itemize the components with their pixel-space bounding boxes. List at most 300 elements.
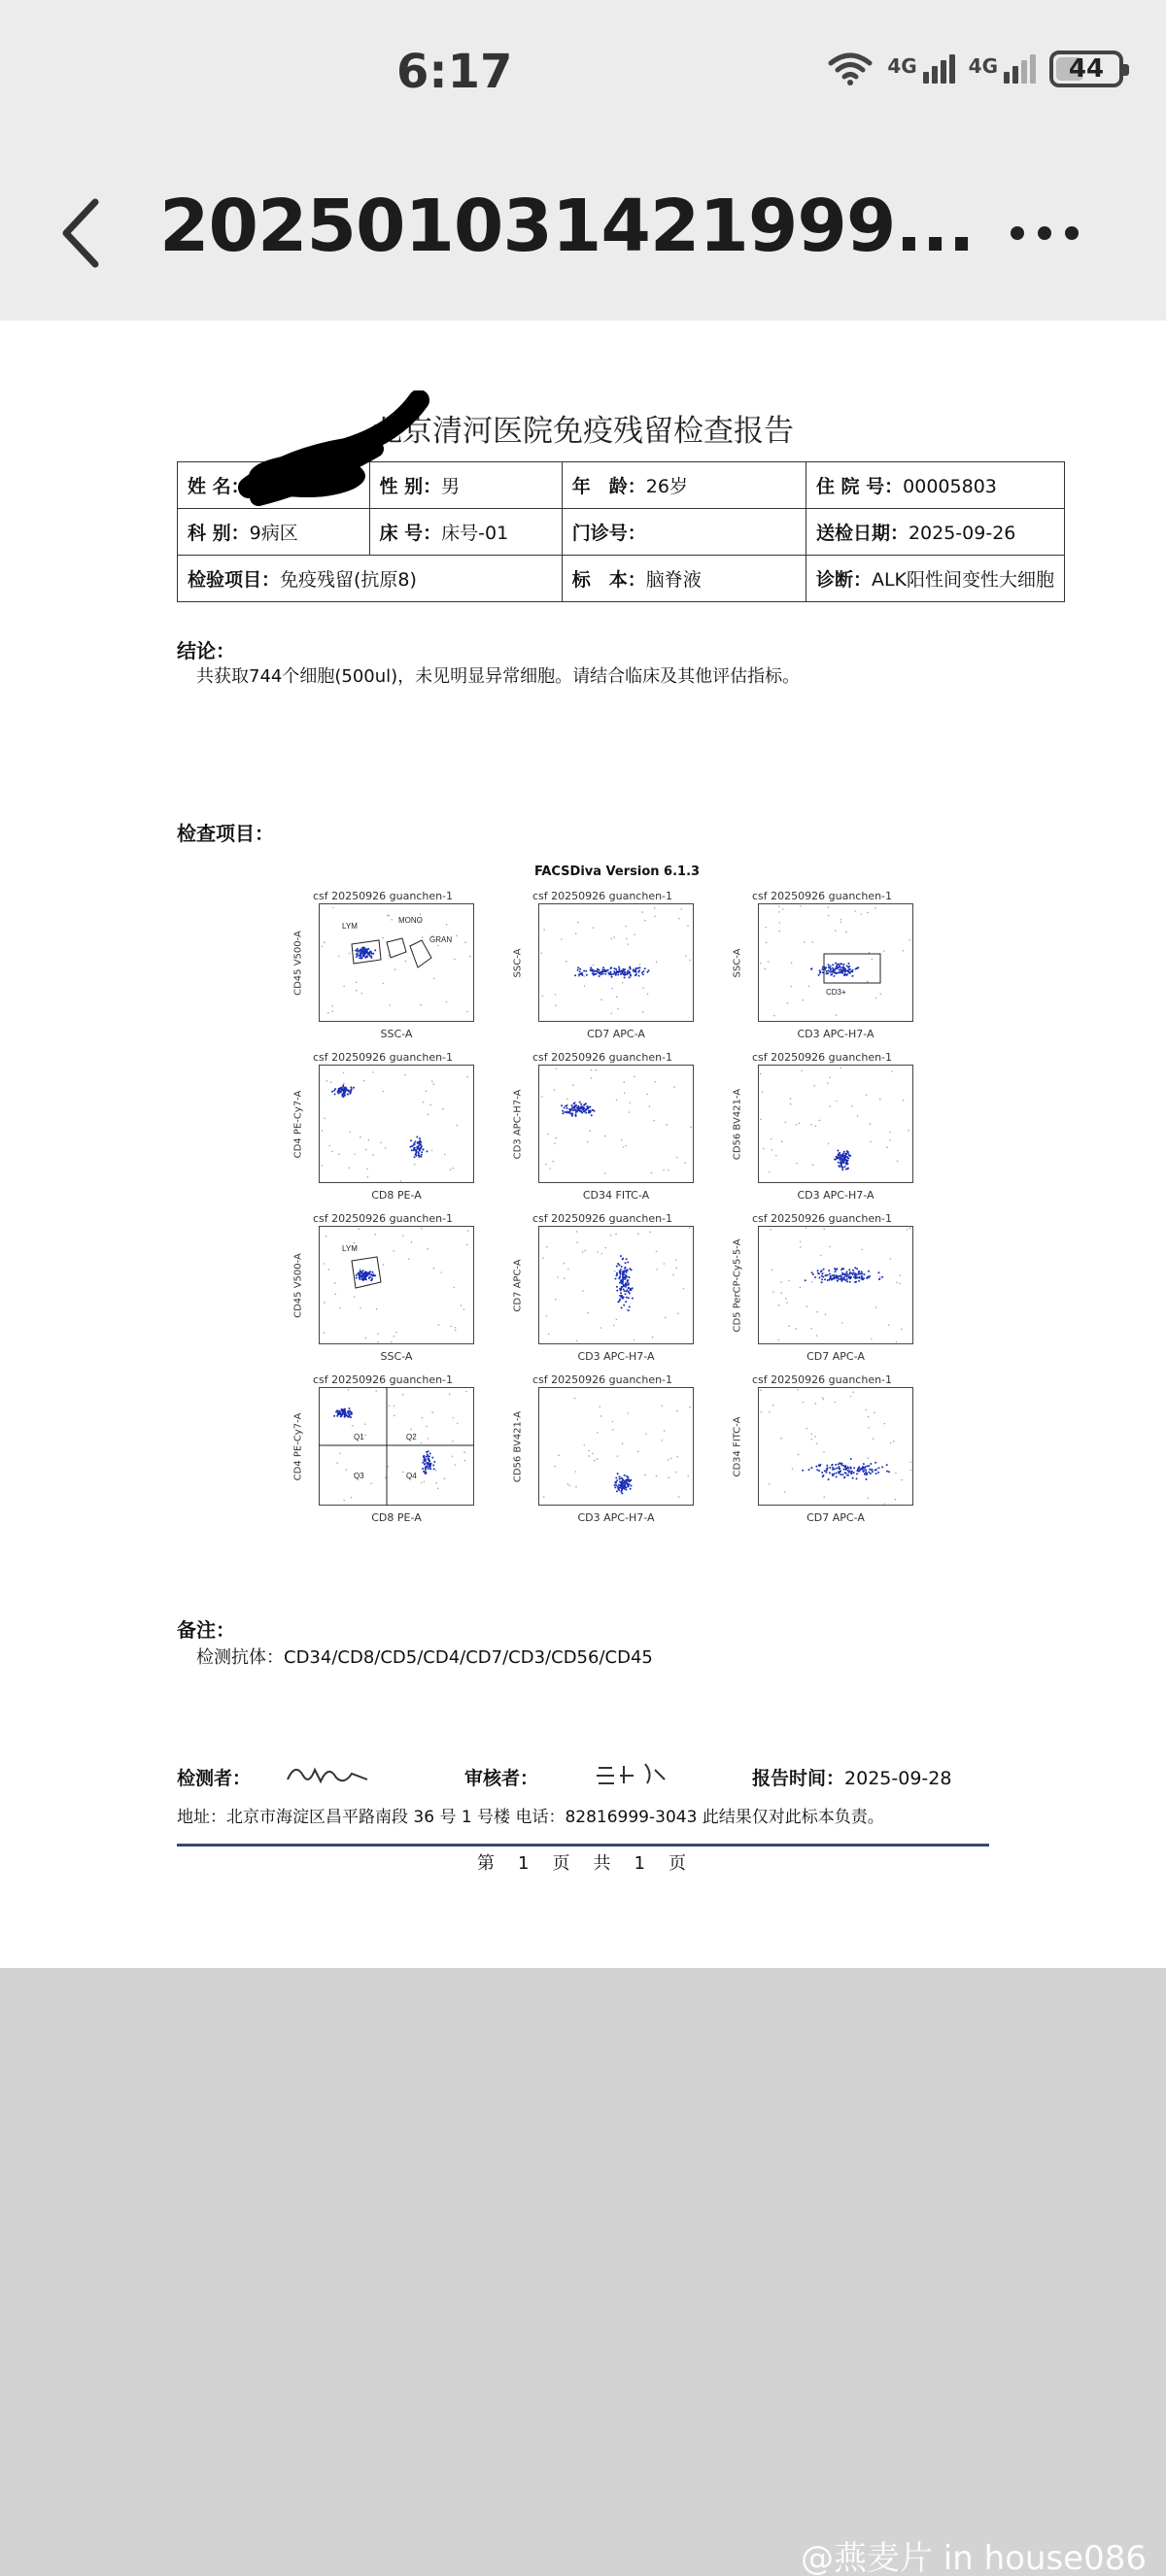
event-dot	[675, 1259, 677, 1261]
event-dot	[366, 1271, 368, 1273]
event-dot	[840, 919, 842, 921]
event-dot	[428, 1114, 429, 1116]
event-dot	[343, 1090, 345, 1092]
event-dot	[846, 1271, 848, 1272]
event-dot	[848, 1275, 850, 1277]
scatter-points	[758, 1065, 913, 1183]
reviewer-signature	[595, 1756, 672, 1789]
redaction-scribble	[229, 390, 433, 517]
event-dot	[420, 1139, 422, 1141]
event-dot	[864, 1273, 866, 1275]
event-dot	[419, 1137, 421, 1139]
event-dot	[597, 1432, 599, 1434]
event-dot	[611, 973, 613, 975]
event-dot	[584, 985, 586, 987]
event-dot	[847, 1273, 849, 1275]
event-dot	[822, 1397, 824, 1399]
table-cell: 诊断：ALK阳性间变性大细胞	[806, 556, 1064, 602]
event-dot	[842, 1268, 844, 1270]
event-dot	[806, 1428, 808, 1430]
event-dot	[623, 1288, 625, 1290]
event-dot	[840, 1163, 841, 1165]
event-dot	[848, 963, 850, 965]
event-dot	[910, 1461, 912, 1463]
event-dot	[903, 950, 905, 952]
event-dot	[421, 1154, 423, 1156]
event-dot	[861, 1272, 863, 1274]
event-dot	[815, 1125, 817, 1127]
event-dot	[886, 1146, 888, 1148]
event-dot	[362, 1270, 364, 1271]
event-dot	[633, 968, 634, 970]
event-dot	[338, 1088, 340, 1090]
chevron-left-icon[interactable]	[52, 185, 111, 282]
event-dot	[856, 1268, 858, 1270]
table-cell: 年 龄：26岁	[562, 462, 806, 509]
event-dot	[624, 1474, 626, 1476]
event-dot	[579, 1102, 581, 1103]
event-dot	[631, 1485, 633, 1487]
event-dot	[425, 1468, 427, 1470]
event-dot	[328, 1269, 330, 1271]
event-dot	[625, 1479, 627, 1481]
event-dot	[621, 1483, 623, 1485]
event-dot	[418, 1145, 420, 1147]
event-dot	[841, 1167, 843, 1169]
event-dot	[831, 1279, 833, 1281]
plot-x-label: CD3 APC-H7-A	[797, 1028, 874, 1040]
event-dot	[585, 1250, 587, 1252]
event-dot	[835, 1402, 837, 1404]
event-dot	[360, 1136, 361, 1138]
event-dot	[593, 927, 595, 929]
event-dot	[842, 1156, 844, 1158]
event-dot	[349, 1093, 351, 1095]
event-dot	[566, 961, 567, 963]
event-dot	[909, 1228, 911, 1230]
plot-y-label: CD45 V500-A	[292, 1253, 304, 1318]
event-dot	[642, 973, 644, 975]
event-dot	[822, 1276, 824, 1278]
event-dot	[817, 1270, 819, 1271]
event-dot	[641, 972, 643, 974]
event-dot	[426, 1090, 428, 1092]
event-dot	[857, 1468, 859, 1470]
event-dot	[349, 1168, 351, 1169]
event-dot	[830, 1275, 832, 1277]
table-cell: 姓 名：	[178, 462, 370, 509]
event-dot	[843, 973, 845, 975]
event-dot	[411, 1241, 413, 1243]
facs-plot	[501, 1373, 715, 1537]
event-dot	[624, 1480, 626, 1482]
event-dot	[765, 968, 767, 970]
event-dot	[453, 1417, 455, 1419]
gate-label: Q1	[354, 1433, 364, 1441]
event-dot	[547, 1134, 549, 1135]
scatter-points	[319, 1226, 474, 1344]
event-dot	[837, 1280, 839, 1282]
plot-x-label: CD8 PE-A	[371, 1189, 422, 1202]
event-dot	[628, 1309, 630, 1311]
event-dot	[681, 908, 683, 910]
event-dot	[836, 1468, 838, 1470]
event-dot	[365, 1338, 367, 1339]
event-dot	[642, 987, 644, 989]
event-dot	[620, 1255, 622, 1257]
event-dot	[808, 986, 810, 988]
event-dot	[621, 1489, 623, 1491]
event-dot	[616, 1490, 618, 1492]
event-dot	[841, 1279, 843, 1281]
event-dot	[836, 966, 838, 967]
event-dot	[856, 1473, 858, 1474]
event-dot	[588, 1450, 590, 1452]
event-dot	[828, 964, 830, 966]
event-dot	[873, 1439, 874, 1441]
event-dot	[457, 1423, 459, 1425]
event-dot	[361, 957, 363, 959]
event-dot	[689, 1227, 691, 1229]
event-dot	[630, 973, 632, 975]
event-dot	[637, 1451, 639, 1453]
event-dot	[845, 1279, 847, 1281]
event-dot	[766, 942, 768, 944]
event-dot	[409, 1146, 411, 1148]
gate-label: Q3	[354, 1472, 364, 1480]
event-dot	[356, 956, 358, 958]
event-dot	[546, 1246, 548, 1248]
event-dot	[838, 1467, 840, 1469]
event-dot	[405, 961, 407, 963]
event-dot	[466, 1076, 468, 1078]
event-dot	[383, 1091, 385, 1093]
event-dot	[896, 1281, 898, 1283]
event-dot	[337, 1093, 339, 1095]
event-dot	[840, 963, 841, 965]
event-dot	[416, 1146, 418, 1148]
event-dot	[429, 1463, 431, 1465]
facs-plot	[501, 1051, 715, 1214]
event-dot	[589, 1455, 591, 1457]
event-dot	[618, 966, 620, 968]
event-dot	[656, 961, 658, 963]
event-dot	[788, 1325, 790, 1327]
event-dot	[626, 926, 628, 928]
plot-y-label: CD56 BV421-A	[512, 1410, 524, 1483]
event-dot	[354, 1153, 356, 1155]
facs-plot	[282, 1051, 496, 1214]
event-dot	[619, 1475, 621, 1477]
event-dot	[761, 1411, 763, 1413]
event-dot	[620, 1491, 622, 1493]
event-dot	[589, 1110, 591, 1112]
event-dot	[856, 1470, 858, 1472]
event-dot	[864, 1473, 866, 1474]
event-dot	[373, 1273, 375, 1275]
tester-label: 检测者：	[177, 1768, 252, 1789]
event-dot	[332, 1005, 334, 1007]
event-dot	[666, 1124, 668, 1126]
event-dot	[642, 970, 644, 972]
event-dot	[654, 907, 656, 909]
event-dot	[866, 1409, 868, 1411]
event-dot	[613, 936, 615, 938]
event-dot	[616, 1274, 618, 1276]
event-dot	[625, 1293, 627, 1295]
event-dot	[621, 1477, 623, 1479]
event-dot	[830, 1076, 832, 1078]
event-dot	[605, 1247, 607, 1249]
event-dot	[339, 1410, 341, 1412]
event-dot	[830, 967, 832, 969]
event-dot	[796, 1124, 798, 1126]
event-dot	[805, 1279, 806, 1281]
event-dot	[342, 1084, 344, 1086]
event-dot	[418, 1151, 420, 1153]
event-dot	[625, 1301, 627, 1303]
event-dot	[837, 1150, 839, 1152]
event-dot	[454, 959, 456, 961]
event-dot	[566, 1107, 568, 1109]
event-dot	[604, 970, 606, 972]
event-dot	[790, 986, 792, 988]
event-dot	[561, 1104, 563, 1106]
plot-x-label: CD3 APC-H7-A	[577, 1511, 655, 1524]
event-dot	[387, 915, 389, 917]
plot-title: csf 20250926 guanchen-1	[313, 1051, 454, 1064]
event-dot	[456, 1125, 458, 1127]
event-dot	[420, 1141, 422, 1143]
event-dot	[426, 1451, 428, 1453]
event-dot	[875, 1306, 877, 1308]
event-dot	[429, 1468, 431, 1470]
event-dot	[872, 1471, 874, 1473]
plot-y-label: CD4 PE-Cy7-A	[292, 1090, 304, 1159]
event-dot	[760, 1390, 762, 1392]
event-dot	[642, 1011, 644, 1013]
event-dot	[326, 1080, 328, 1082]
event-dot	[612, 1421, 614, 1423]
event-dot	[348, 1089, 350, 1091]
event-dot	[760, 1119, 762, 1121]
status-bar	[0, 0, 1166, 155]
event-dot	[624, 974, 626, 976]
event-dot	[625, 1286, 627, 1288]
event-dot	[644, 967, 646, 969]
event-dot	[347, 1412, 349, 1414]
event-dot	[627, 971, 629, 973]
event-dot	[610, 1235, 612, 1237]
event-dot	[614, 1486, 616, 1488]
event-dot	[620, 1273, 622, 1275]
event-dot	[840, 1278, 841, 1280]
event-dot	[417, 1142, 419, 1144]
event-dot	[546, 1315, 548, 1317]
event-dot	[350, 1416, 352, 1418]
event-dot	[821, 1281, 823, 1283]
event-dot	[899, 1274, 901, 1276]
event-dot	[784, 1491, 786, 1493]
event-dot	[829, 1472, 831, 1474]
event-dot	[543, 1496, 545, 1498]
event-dot	[826, 1470, 828, 1472]
event-dot	[579, 973, 581, 975]
event-dot	[899, 1283, 901, 1285]
event-dot	[336, 1415, 338, 1417]
more-horizontal-icon[interactable]	[1011, 214, 1098, 253]
event-dot	[620, 973, 622, 975]
event-dot	[875, 1473, 877, 1474]
event-dot	[634, 1076, 635, 1078]
event-dot	[591, 968, 593, 970]
plot-y-label: SSC-A	[512, 948, 524, 978]
event-dot	[875, 998, 877, 1000]
event-dot	[331, 1091, 333, 1093]
event-dot	[829, 1105, 831, 1107]
event-dot	[661, 1440, 663, 1441]
event-dot	[394, 1415, 395, 1417]
event-dot	[855, 1281, 857, 1283]
event-dot	[629, 1480, 631, 1482]
document-title: 202501031421999...	[159, 185, 975, 268]
event-dot	[846, 1162, 848, 1164]
event-dot	[359, 1273, 360, 1275]
event-dot	[343, 986, 345, 988]
event-dot	[575, 932, 577, 934]
event-dot	[866, 1478, 868, 1480]
event-dot	[843, 1151, 845, 1153]
event-dot	[385, 1477, 387, 1479]
event-dot	[853, 1276, 855, 1278]
event-dot	[621, 1266, 623, 1268]
event-dot	[629, 1305, 631, 1307]
event-dot	[444, 1478, 446, 1480]
event-dot	[781, 1140, 783, 1142]
event-dot	[622, 1258, 624, 1260]
event-dot	[356, 1277, 358, 1279]
event-dot	[626, 973, 628, 975]
event-dot	[619, 1487, 621, 1489]
event-dot	[334, 1094, 336, 1096]
event-dot	[769, 1171, 771, 1173]
event-dot	[585, 1102, 587, 1104]
event-dot	[625, 1267, 627, 1269]
event-dot	[796, 1163, 798, 1165]
event-dot	[600, 1415, 602, 1417]
signal-icon	[887, 54, 954, 84]
event-dot	[421, 1151, 423, 1153]
event-dot	[333, 1415, 335, 1417]
event-dot	[778, 1305, 780, 1306]
event-dot	[368, 953, 370, 955]
event-dot	[584, 1444, 586, 1446]
event-dot	[356, 990, 358, 992]
event-dot	[571, 1108, 573, 1110]
event-dot	[769, 1483, 771, 1485]
event-dot	[455, 1330, 457, 1332]
event-dot	[635, 967, 637, 969]
plot-title: csf 20250926 guanchen-1	[313, 890, 454, 902]
event-dot	[431, 1150, 433, 1152]
event-dot	[879, 1276, 881, 1278]
event-dot	[907, 1229, 909, 1231]
event-dot	[338, 956, 340, 958]
event-dot	[821, 1472, 823, 1474]
event-dot	[372, 1154, 374, 1156]
event-dot	[348, 1414, 350, 1416]
event-dot	[634, 933, 635, 935]
facs-plot	[282, 1212, 496, 1375]
event-dot	[589, 1106, 591, 1108]
event-dot	[830, 966, 832, 967]
event-dot	[435, 1470, 437, 1472]
event-dot	[676, 1410, 678, 1412]
event-dot	[344, 1412, 346, 1414]
event-dot	[621, 1306, 623, 1308]
event-dot	[834, 1274, 836, 1276]
event-dot	[865, 1469, 867, 1471]
event-dot	[778, 911, 780, 913]
event-dot	[614, 1271, 616, 1272]
event-dot	[878, 1278, 880, 1280]
event-dot	[838, 1154, 840, 1156]
event-dot	[365, 949, 367, 951]
event-dot	[781, 1292, 783, 1294]
event-dot	[677, 1312, 679, 1314]
event-dot	[365, 1149, 367, 1151]
table-cell: 性 别：男	[369, 462, 562, 509]
event-dot	[895, 1473, 897, 1474]
event-dot	[454, 1287, 456, 1289]
plot-x-label: CD3 APC-H7-A	[797, 1189, 874, 1202]
table-cell: 床 号：床号-01	[369, 509, 562, 556]
event-dot	[377, 1333, 379, 1335]
event-dot	[836, 1269, 838, 1271]
plot-y-label: CD45 V500-A	[292, 931, 304, 996]
event-dot	[803, 1402, 805, 1404]
event-dot	[628, 1297, 630, 1299]
event-dot	[651, 1172, 653, 1174]
event-dot	[827, 972, 829, 974]
event-dot	[623, 1275, 625, 1277]
event-dot	[423, 1102, 425, 1103]
event-dot	[351, 1088, 353, 1090]
event-dot	[466, 1011, 468, 1013]
battery-icon	[1049, 51, 1123, 87]
event-dot	[623, 1146, 625, 1148]
event-dot	[467, 1230, 469, 1232]
event-dot	[881, 1466, 883, 1468]
event-dot	[855, 1275, 857, 1277]
event-dot	[625, 1262, 627, 1264]
event-dot	[893, 1441, 895, 1442]
event-dot	[801, 1070, 803, 1072]
conclusion-label: 结论：	[177, 639, 235, 662]
event-dot	[814, 1276, 816, 1278]
event-dot	[433, 978, 435, 980]
event-dot	[415, 1150, 417, 1152]
event-dot	[548, 1334, 550, 1336]
event-dot	[395, 1332, 397, 1334]
event-dot	[639, 964, 641, 966]
event-dot	[576, 1231, 578, 1233]
event-dot	[358, 1228, 360, 1230]
event-dot	[370, 1483, 372, 1485]
event-dot	[895, 1499, 897, 1501]
event-dot	[592, 1453, 594, 1455]
event-dot	[363, 947, 365, 949]
